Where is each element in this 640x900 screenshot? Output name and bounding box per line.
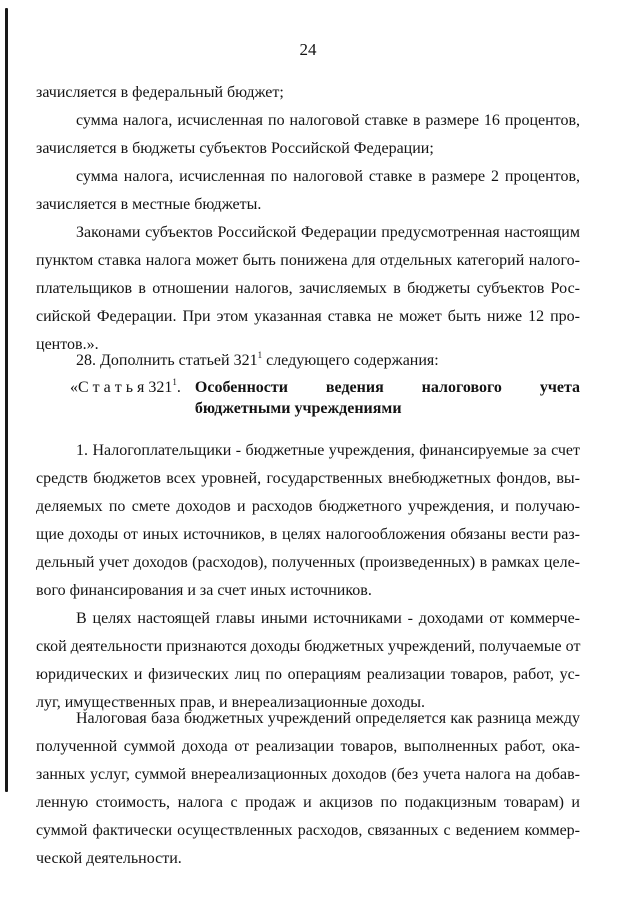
text-line: зачисляется в местные бюджеты. — [36, 196, 262, 213]
article-heading-title-line: бюджетными учреждениями — [194, 400, 402, 417]
text-line: вого финансирования и за счет иных источников. — [36, 582, 372, 599]
text-line: Законами субъектов Российской Федерации предусмотренная настоящим — [76, 224, 580, 241]
text-line: сумма налога, исчисленная по налоговой ставке в размере 2 процентов, — [76, 168, 580, 185]
text-line: ленную стоимость, налога с продаж и акцизов по подакцизным товарам) и — [36, 794, 580, 811]
article-heading-title — [195, 377, 580, 419]
text-line: зачисляется в федеральный бюджет; — [36, 84, 284, 101]
text-line: сийской Федерации. При этом указанная ставка не может быть ниже 12 про- — [36, 308, 580, 325]
superscript: 1 — [257, 349, 263, 360]
text-line: центов.». — [36, 336, 99, 353]
text-line: ской деятельности признаются доходы бюджетных учреждений, получаемые от — [36, 638, 581, 655]
article-heading-label: «С т а т ь я $321^1$. — [70, 376, 181, 396]
page-number: 24 — [299, 40, 317, 59]
text-line: занных услуг, суммой внереализационных доходов (без учета налога на добав- — [36, 766, 580, 783]
text-line: полученной суммой дохода от реализации товаров, выполненных работ, ока- — [36, 738, 580, 755]
text-line: ческой деятельности. — [36, 850, 182, 867]
text-line: 28. Дополнить статьей $321^1$ следующего содержания: — [76, 349, 439, 369]
text-line: В целях настоящей главы иными источниками - доходами от коммерче- — [76, 610, 580, 627]
article-heading — [36, 377, 580, 419]
text-line: зачисляется в бюджеты субъектов Российской Федерации; — [36, 140, 434, 157]
text-line: луг, имущественных прав, и внереализационные доходы. — [36, 694, 425, 711]
superscript: 1 — [172, 376, 177, 387]
text-line: суммой фактически осуществленных расходов, связанных с ведением коммер- — [36, 822, 580, 839]
text-line: Налоговая база бюджетных учреждений определяется как разница между — [76, 710, 580, 727]
text-line: юридических и физических лиц по операциям реализации товаров, работ, ус- — [36, 666, 580, 683]
article-heading-title-line: Особенности ведения налогового учета — [194, 379, 580, 396]
text-line: пунктом ставка налога может быть понижена для отдельных категорий налого- — [36, 252, 580, 269]
text-line: щие доходы от иных источников, в целях налогообложения обязаны вести раз- — [36, 526, 580, 543]
text-line: сумма налога, исчисленная по налоговой ставке в размере 16 процентов, — [76, 112, 580, 129]
text-line: деляемых по смете доходов и расходов бюджетного учреждения, и получаю- — [36, 498, 580, 515]
text-line: дельный учет доходов (расходов), полученных (произведенных) в рамках целе- — [36, 554, 580, 571]
text-line: средств бюджетов всех уровней, государственных внебюджетных фондов, вы- — [36, 470, 580, 487]
text-line: 1. Налогоплательщики - бюджетные учреждения, финансируемые за счет — [76, 442, 580, 459]
text-line: плательщиков в отношении налогов, зачисляемых в бюджеты субъектов Рос- — [36, 280, 580, 297]
